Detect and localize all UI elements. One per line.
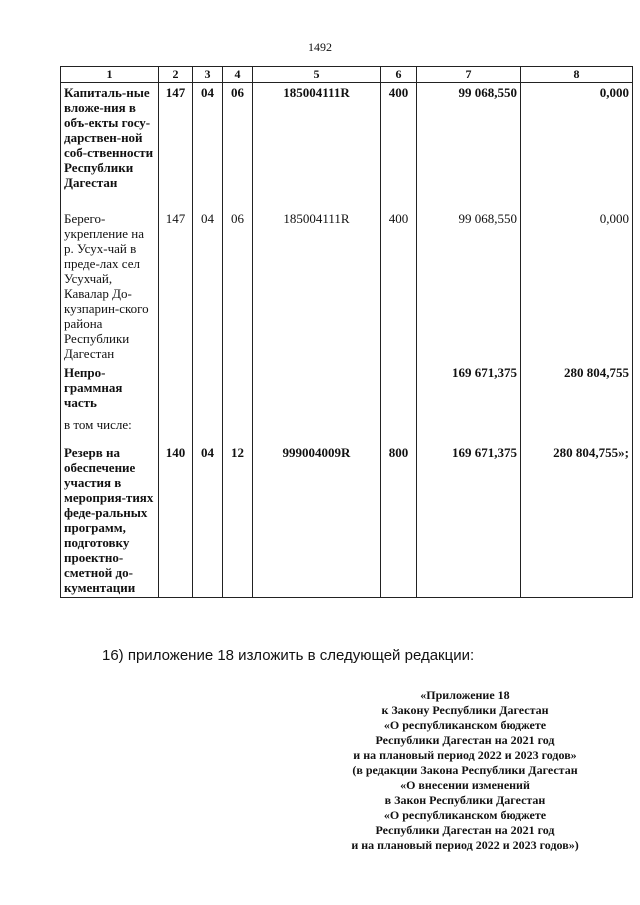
cell-expense-type: 400 — [381, 209, 417, 363]
budget-table — [60, 66, 633, 598]
table-row — [61, 83, 633, 210]
column-header: 3 — [193, 67, 223, 83]
row-name: Резерв на обеспечение участия в мероприя-тиях феде-ральных программ, подготовку проектно-сметной до-кументации — [61, 443, 159, 598]
cell-amount-2022 — [417, 415, 521, 443]
cell-subsection: 06 — [223, 83, 253, 210]
cell-expense-type — [381, 415, 417, 443]
column-header: 6 — [381, 67, 417, 83]
cell-target-article: 999004009R — [253, 443, 381, 598]
column-header: 7 — [417, 67, 521, 83]
table-row — [61, 209, 633, 363]
cell-code — [159, 363, 193, 415]
cell-amount-2023 — [521, 415, 633, 443]
cell-section — [193, 415, 223, 443]
appendix-line: «О республиканском бюджете — [383, 718, 547, 732]
column-header: 4 — [223, 67, 253, 83]
appendix-line: и на плановый период 2022 и 2023 годов» — [353, 748, 577, 762]
appendix-heading — [330, 688, 600, 853]
cell-code: 147 — [159, 209, 193, 363]
cell-section: 04 — [193, 83, 223, 210]
cell-expense-type: 400 — [381, 83, 417, 210]
appendix-line: к Закону Республики Дагестан — [381, 703, 549, 717]
cell-subsection: 06 — [223, 209, 253, 363]
cell-expense-type — [381, 363, 417, 415]
cell-amount-2023: 0,000 — [521, 83, 633, 210]
cell-target-article: 185004111R — [253, 83, 381, 210]
cell-amount-2022: 169 671,375 — [417, 443, 521, 598]
cell-expense-type: 800 — [381, 443, 417, 598]
appendix-line: в Закон Республики Дагестан — [384, 793, 546, 807]
appendix-line: Республики Дагестан на 2021 год — [375, 733, 555, 747]
appendix-line: «О внесении изменений — [400, 778, 530, 792]
column-header: 2 — [159, 67, 193, 83]
page-number: 1492 — [308, 40, 332, 54]
row-name: Берего-укрепление на р. Усух-чай в преде-лах сел Усухчай, Кавалар До-кузпарин-ского района Республики Дагестан — [61, 209, 159, 363]
cell-amount-2022: 99 068,550 — [417, 83, 521, 210]
cell-target-article — [253, 363, 381, 415]
cell-section — [193, 363, 223, 415]
cell-target-article: 185004111R — [253, 209, 381, 363]
cell-subsection: 12 — [223, 443, 253, 598]
cell-code: 147 — [159, 83, 193, 210]
column-header: 8 — [521, 67, 633, 83]
row-name: Непро-граммная часть — [61, 363, 159, 415]
appendix-line: «О республиканском бюджете — [383, 808, 547, 822]
appendix-line: Республики Дагестан на 2021 год — [375, 823, 555, 837]
column-header: 1 — [61, 67, 159, 83]
appendix-line: и на плановый период 2022 и 2023 годов») — [351, 838, 579, 852]
cell-code: 140 — [159, 443, 193, 598]
cell-amount-2023: 0,000 — [521, 209, 633, 363]
clause-text: 16) приложение 18 изложить в следующей редакции: — [102, 647, 475, 664]
table-row — [61, 363, 633, 415]
cell-section: 04 — [193, 443, 223, 598]
cell-code — [159, 415, 193, 443]
table-row — [61, 415, 633, 443]
table-row — [61, 443, 633, 598]
appendix-line: (в редакции Закона Республики Дагестан — [352, 763, 578, 777]
appendix-line: «Приложение 18 — [420, 688, 510, 702]
column-header: 5 — [253, 67, 381, 83]
cell-subsection — [223, 415, 253, 443]
cell-subsection — [223, 363, 253, 415]
row-name: в том числе: — [61, 415, 159, 443]
row-name: Капиталь-ные вложе-ния в объ-екты госу-дарствен-ной соб-ственности Республики Дагестан — [61, 83, 159, 210]
table-header-row — [61, 67, 633, 83]
cell-amount-2022: 169 671,375 — [417, 363, 521, 415]
cell-amount-2023: 280 804,755»; — [521, 443, 633, 598]
cell-target-article — [253, 415, 381, 443]
cell-amount-2022: 99 068,550 — [417, 209, 521, 363]
cell-amount-2023: 280 804,755 — [521, 363, 633, 415]
cell-section: 04 — [193, 209, 223, 363]
